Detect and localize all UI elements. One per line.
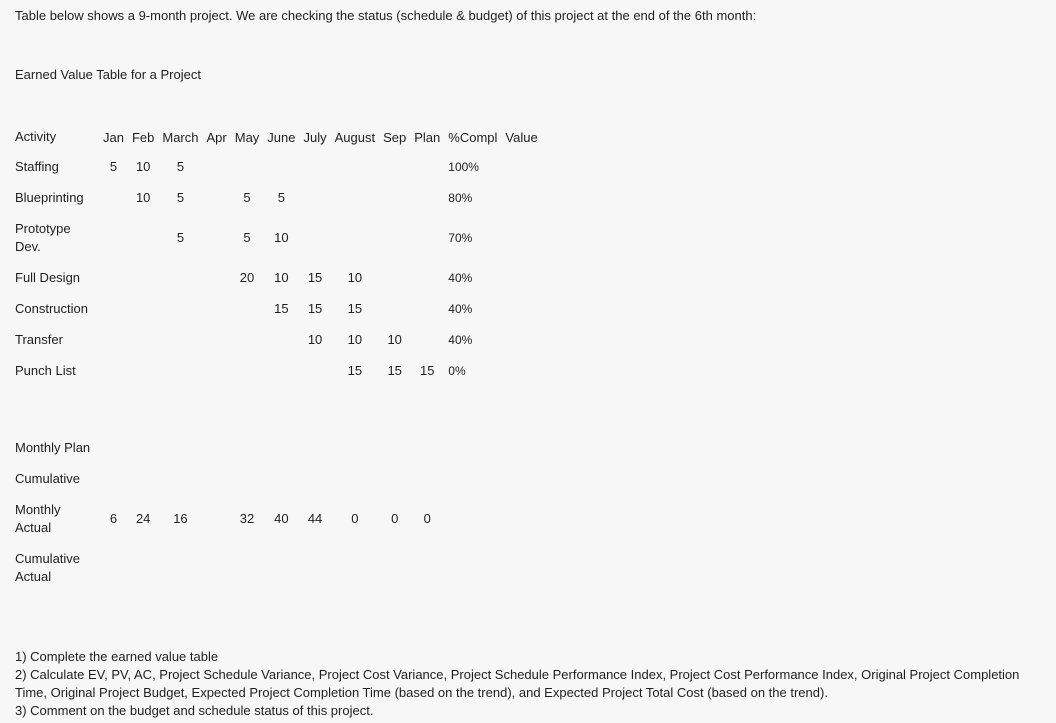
header-feb: Feb bbox=[131, 129, 155, 145]
header-apr: Apr bbox=[206, 129, 227, 145]
cell-march: 5 bbox=[176, 159, 185, 174]
cell-value bbox=[501, 151, 541, 182]
cell-pct-compl: 40% bbox=[448, 301, 473, 316]
cell-jan bbox=[99, 182, 128, 213]
cell-august: 10 bbox=[347, 270, 363, 285]
cell-may: 32 bbox=[239, 511, 255, 526]
table-row bbox=[11, 432, 542, 463]
cell-apr bbox=[203, 355, 231, 386]
cell-august: 15 bbox=[347, 363, 363, 378]
cell-may bbox=[231, 151, 264, 182]
cell-jan: 6 bbox=[109, 511, 118, 526]
cell-pct-compl: 80% bbox=[448, 190, 473, 205]
header-jan: Jan bbox=[103, 129, 124, 145]
cell-pct-compl: 40% bbox=[448, 270, 473, 285]
summary-name: Cumulative Actual bbox=[15, 550, 81, 584]
question-item: 1) Complete the earned value table bbox=[15, 649, 219, 664]
cell-plan bbox=[410, 262, 444, 293]
cell-apr bbox=[203, 293, 231, 324]
table-row bbox=[11, 324, 542, 355]
header-activity: Activity bbox=[15, 129, 57, 144]
cell-june: 5 bbox=[277, 190, 286, 205]
cell-june bbox=[263, 355, 299, 386]
table-spacer bbox=[11, 386, 542, 432]
cell-august bbox=[331, 182, 379, 213]
cell-june: 40 bbox=[274, 511, 289, 526]
summary-values bbox=[99, 432, 542, 463]
cell-plan: 15 bbox=[420, 363, 435, 378]
cell-plan bbox=[410, 324, 444, 355]
cell-july bbox=[300, 182, 331, 213]
cell-value bbox=[501, 213, 541, 262]
cell-may bbox=[231, 293, 264, 324]
cell-feb bbox=[128, 293, 158, 324]
cell-pct-compl: 0% bbox=[448, 363, 466, 378]
cell-pct-compl: 40% bbox=[448, 332, 473, 347]
header-june: June bbox=[267, 129, 296, 145]
cell-feb: 10 bbox=[135, 159, 151, 174]
table-row bbox=[11, 151, 542, 182]
cell-march bbox=[158, 293, 202, 324]
cell-apr bbox=[203, 262, 231, 293]
table-header-row bbox=[11, 123, 542, 151]
cell-jan bbox=[99, 324, 128, 355]
cell-value bbox=[501, 293, 541, 324]
table-row bbox=[11, 262, 542, 293]
cell-feb bbox=[128, 262, 158, 293]
activity-name: Transfer bbox=[15, 331, 63, 347]
header-may: May bbox=[234, 129, 260, 145]
header-pct-compl: %Compl bbox=[448, 129, 498, 145]
cell-value bbox=[501, 182, 541, 213]
cell-sep bbox=[379, 151, 410, 182]
cell-plan bbox=[410, 213, 444, 262]
cell-sep bbox=[379, 293, 410, 324]
cell-may bbox=[231, 324, 264, 355]
activity-name: Staffing bbox=[15, 158, 59, 174]
question-item: 3) Comment on the budget and schedule status of this project. bbox=[15, 703, 374, 718]
cell-jan bbox=[99, 293, 128, 324]
summary-name: Monthly Actual bbox=[15, 501, 61, 535]
cell-jan bbox=[99, 355, 128, 386]
activity-name: Blueprinting bbox=[15, 189, 84, 205]
cell-june: 10 bbox=[274, 230, 289, 245]
cell-july bbox=[300, 213, 331, 262]
header-value: Value bbox=[505, 129, 538, 145]
activity-name: Full Design bbox=[15, 269, 81, 285]
cell-july: 15 bbox=[307, 270, 323, 285]
cell-apr bbox=[203, 494, 231, 543]
earned-value-table bbox=[11, 123, 542, 592]
cell-plan: 0 bbox=[423, 511, 431, 526]
cell-march bbox=[158, 262, 202, 293]
cell-june bbox=[263, 151, 299, 182]
cell-jan bbox=[99, 213, 128, 262]
cell-march bbox=[158, 355, 202, 386]
header-march: March bbox=[162, 129, 199, 145]
table-row bbox=[11, 494, 542, 543]
cell-pct-compl: 100% bbox=[448, 159, 479, 174]
cell-plan bbox=[410, 151, 444, 182]
cell-march: 5 bbox=[176, 190, 185, 205]
activity-name: Construction bbox=[15, 300, 88, 316]
cell-august bbox=[331, 151, 379, 182]
cell-jan bbox=[99, 262, 128, 293]
cell-feb bbox=[128, 355, 158, 386]
cell-value bbox=[501, 262, 541, 293]
table-caption: Earned Value Table for a Project bbox=[15, 67, 201, 82]
cell-july: 44 bbox=[307, 511, 323, 526]
cell-june: 10 bbox=[274, 270, 289, 285]
cell-pct-compl bbox=[444, 494, 501, 543]
cell-sep bbox=[379, 213, 410, 262]
cell-sep: 15 bbox=[387, 363, 402, 378]
cell-march: 16 bbox=[173, 511, 188, 526]
summary-values bbox=[99, 543, 542, 592]
cell-august bbox=[331, 213, 379, 262]
cell-july: 10 bbox=[307, 332, 323, 347]
activity-name: Prototype Dev. bbox=[15, 220, 71, 254]
cell-august: 15 bbox=[347, 301, 363, 316]
intro-text: Table below shows a 9-month project. We are checking the status (schedule & budget) of this project at the end of the 6th month: bbox=[15, 8, 757, 23]
cell-apr bbox=[203, 213, 231, 262]
cell-apr bbox=[203, 324, 231, 355]
cell-sep bbox=[379, 262, 410, 293]
cell-july: 15 bbox=[307, 301, 323, 316]
cell-july bbox=[300, 355, 331, 386]
table-row bbox=[11, 213, 542, 262]
cell-august: 10 bbox=[347, 332, 363, 347]
cell-plan bbox=[410, 182, 444, 213]
cell-value bbox=[501, 324, 541, 355]
cell-apr bbox=[203, 151, 231, 182]
cell-august: 0 bbox=[351, 511, 359, 526]
header-plan: Plan bbox=[414, 129, 441, 145]
summary-name: Monthly Plan bbox=[15, 439, 91, 455]
cell-june bbox=[263, 324, 299, 355]
summary-values bbox=[99, 463, 542, 494]
cell-sep: 10 bbox=[387, 332, 402, 347]
cell-sep bbox=[379, 182, 410, 213]
cell-may: 5 bbox=[243, 190, 251, 205]
summary-name: Cumulative bbox=[15, 470, 81, 486]
cell-july bbox=[300, 151, 331, 182]
table-row bbox=[11, 293, 542, 324]
question-list bbox=[15, 648, 1051, 720]
cell-feb: 10 bbox=[135, 190, 151, 205]
cell-plan bbox=[410, 293, 444, 324]
cell-apr bbox=[203, 182, 231, 213]
cell-may: 20 bbox=[239, 270, 255, 285]
activity-name: Punch List bbox=[15, 362, 76, 378]
question-item: 2) Calculate EV, PV, AC, Project Schedule Variance, Project Cost Variance, Project Schedule Performance Index, Project Cost Performance Index, Original Project Completion Time, Original Project Budget, Expected Project Completion Time (based on the trend), and Expected Project Total Cost (based on the trend). bbox=[15, 667, 1020, 700]
cell-value bbox=[501, 494, 541, 543]
cell-march: 5 bbox=[176, 230, 185, 245]
cell-june: 15 bbox=[274, 301, 289, 316]
header-july: July bbox=[303, 129, 327, 145]
table-row bbox=[11, 463, 542, 494]
cell-may bbox=[231, 355, 264, 386]
cell-pct-compl: 70% bbox=[448, 230, 473, 245]
header-august: August bbox=[334, 129, 376, 145]
table-row bbox=[11, 182, 542, 213]
cell-march bbox=[158, 324, 202, 355]
table-row bbox=[11, 543, 542, 592]
cell-value bbox=[501, 355, 541, 386]
cell-sep: 0 bbox=[391, 511, 399, 526]
cell-feb bbox=[128, 213, 158, 262]
header-sep: Sep bbox=[383, 129, 407, 145]
table-row bbox=[11, 355, 542, 386]
cell-may: 5 bbox=[243, 230, 251, 245]
cell-feb: 24 bbox=[135, 511, 151, 526]
cell-jan: 5 bbox=[109, 159, 118, 174]
cell-feb bbox=[128, 324, 158, 355]
